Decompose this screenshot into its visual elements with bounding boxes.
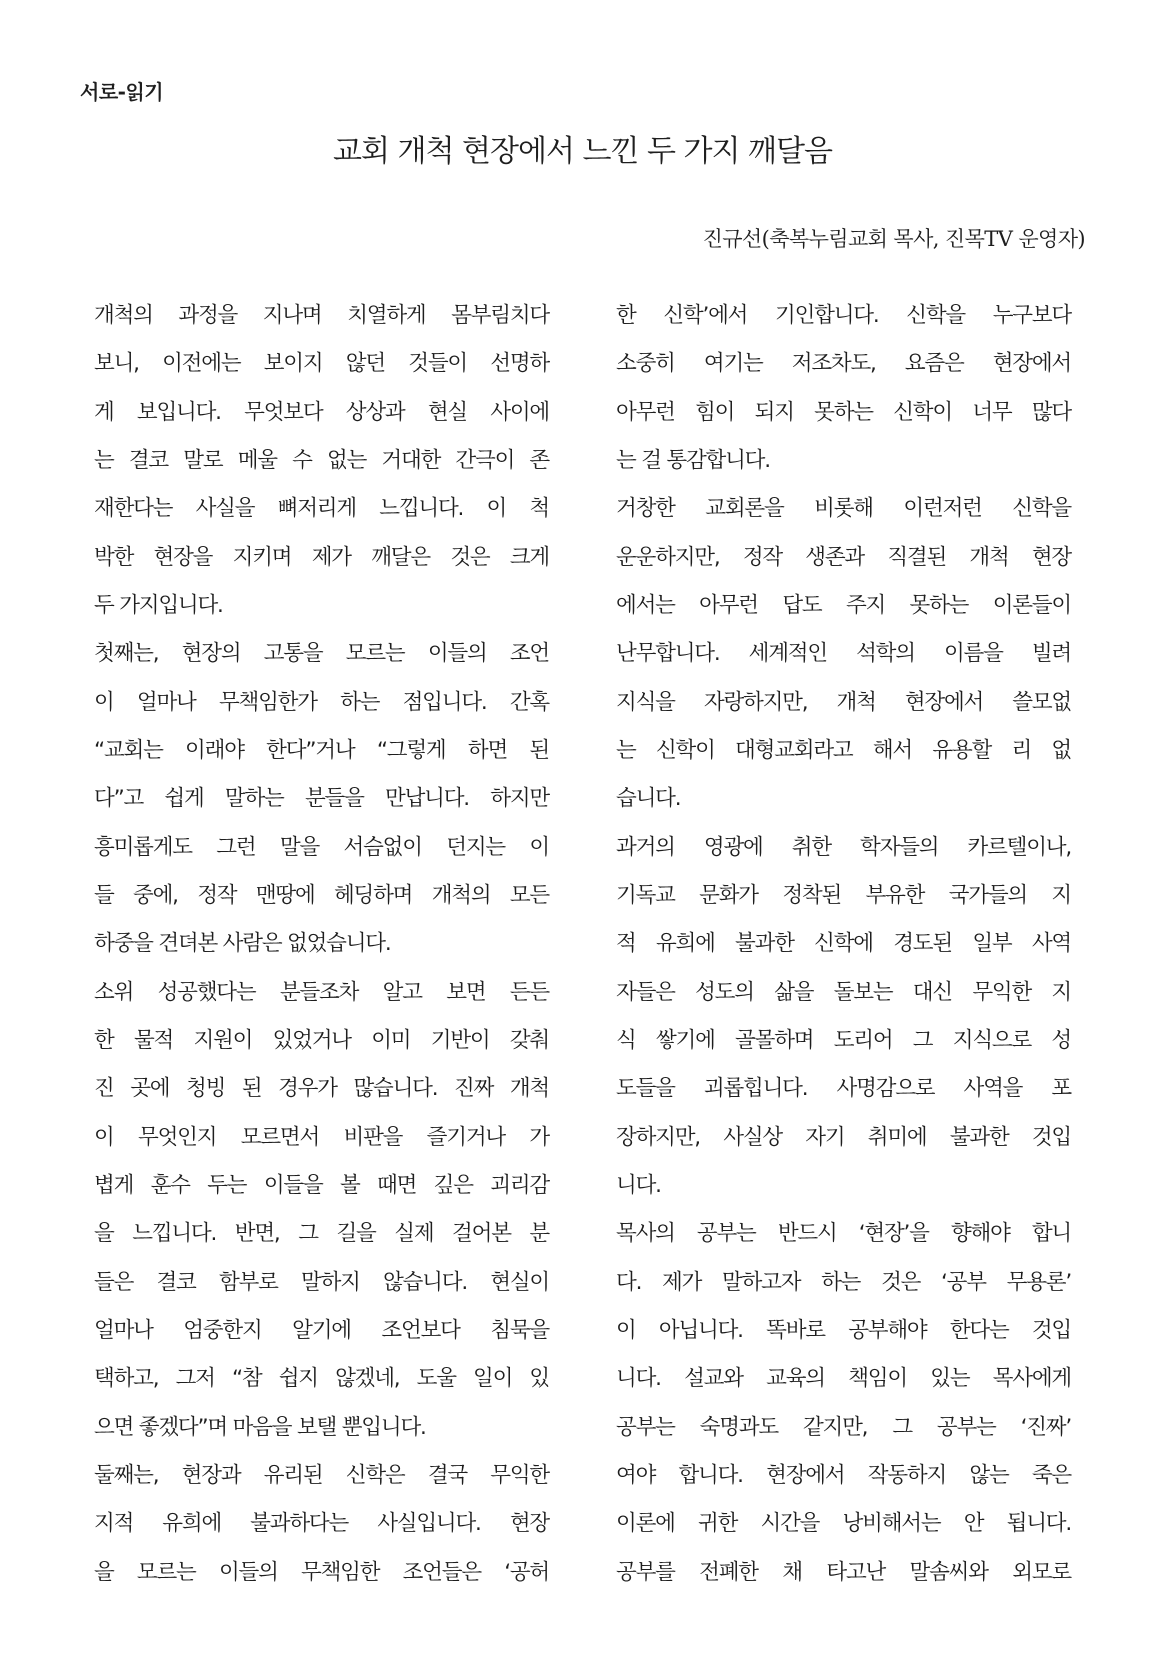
- text-line: 을 모르는 이들의 무책임한 조언들은 ‘공허: [94, 1559, 549, 1585]
- text-line: 습니다.: [616, 786, 681, 812]
- text-line: 소위 성공했다는 분들조차 알고 보면 든든: [94, 979, 549, 1005]
- text-line: 다. 제가 말하고자 하는 것은 ‘공부 무용론’: [616, 1269, 1071, 1295]
- text-line: 이 무엇인지 모르면서 비판을 즐기거나 가: [94, 1124, 549, 1150]
- text-line: 을 느낍니다. 반면, 그 길을 실제 걸어본 분: [94, 1221, 549, 1247]
- text-line: 흥미롭게도 그런 말을 서슴없이 던지는 이: [94, 834, 549, 860]
- text-line: 에서는 아무런 답도 주지 못하는 이론들이: [616, 592, 1071, 618]
- text-line: 소중히 여기는 저조차도, 요즘은 현장에서: [616, 351, 1071, 377]
- text-line: 자들은 성도의 삶을 돌보는 대신 무익한 지: [616, 979, 1071, 1005]
- text-line: 공부는 숙명과도 같지만, 그 공부는 ‘진짜’: [616, 1414, 1071, 1440]
- text-line: 아무런 힘이 되지 못하는 신학이 너무 많다: [616, 399, 1071, 425]
- text-line: 첫째는, 현장의 고통을 모르는 이들의 조언: [94, 641, 549, 667]
- text-line: 지적 유희에 불과하다는 사실입니다. 현장: [94, 1511, 549, 1537]
- body-column-left: [94, 292, 549, 1597]
- article-title: 교회 개척 현장에서 느낀 두 가지 깨달음: [333, 134, 832, 169]
- text-line: 개척의 과정을 지나며 치열하게 몸부림치다: [94, 303, 549, 328]
- text-line: 지식을 자랑하지만, 개척 현장에서 쓸모없: [616, 689, 1071, 715]
- text-line: 이 얼마나 무책임한가 하는 점입니다. 간혹: [94, 689, 549, 715]
- text-line: 볍게 훈수 두는 이들을 볼 때면 깊은 괴리감: [94, 1172, 549, 1198]
- text-line: 식 쌓기에 골몰하며 도리어 그 지식으로 성: [616, 1027, 1071, 1053]
- text-line: 운운하지만, 정작 생존과 직결된 개척 현장: [616, 544, 1071, 570]
- text-line: 목사의 공부는 반드시 ‘현장’을 향해야 합니: [616, 1221, 1071, 1247]
- text-line: 니다. 설교와 교육의 책임이 있는 목사에게: [616, 1366, 1071, 1392]
- text-line: 얼마나 엄중한지 알기에 조언보다 침묵을: [94, 1317, 549, 1343]
- text-line: 게 보입니다. 무엇보다 상상과 현실 사이에: [94, 399, 549, 425]
- text-line: 재한다는 사실을 뼈저리게 느낍니다. 이 척: [94, 496, 549, 522]
- text-line: 하중을 견뎌본 사람은 없었습니다.: [94, 931, 391, 957]
- text-line: 는 신학이 대형교회라고 해서 유용할 리 없: [616, 737, 1071, 763]
- text-line: 이론에 귀한 시간을 낭비해서는 안 됩니다.: [616, 1511, 1071, 1537]
- text-line: 적 유희에 불과한 신학에 경도된 일부 사역: [616, 931, 1071, 957]
- text-line: 진 곳에 청빙 된 경우가 많습니다. 진짜 개척: [94, 1076, 549, 1102]
- text-line: 들은 결코 함부로 말하지 않습니다. 현실이: [94, 1269, 549, 1295]
- text-line: 니다.: [616, 1172, 661, 1198]
- text-line: 두 가지입니다.: [94, 592, 223, 618]
- text-line: 여야 합니다. 현장에서 작동하지 않는 죽은: [616, 1462, 1071, 1488]
- text-line: 이 아닙니다. 똑바로 공부해야 한다는 것입: [616, 1317, 1071, 1343]
- text-line: 다”고 쉽게 말하는 분들을 만납니다. 하지만: [94, 786, 549, 812]
- text-line: 난무합니다. 세계적인 석학의 이름을 빌려: [616, 641, 1071, 667]
- text-line: 장하지만, 사실상 자기 취미에 불과한 것입: [616, 1124, 1071, 1150]
- text-line: 기독교 문화가 정착된 부유한 국가들의 지: [616, 882, 1071, 908]
- text-line: 둘째는, 현장과 유리된 신학은 결국 무익한: [94, 1462, 549, 1488]
- text-line: 택하고, 그저 “참 쉽지 않겠네, 도울 일이 있: [94, 1366, 549, 1392]
- text-line: 공부를 전폐한 채 타고난 말솜씨와 외모로: [616, 1559, 1071, 1585]
- section-label: 서로-읽기: [80, 80, 164, 104]
- body-column-right: [616, 292, 1071, 1597]
- text-line: “교회는 이래야 한다”거나 “그렇게 하면 된: [94, 737, 549, 763]
- text-line: 과거의 영광에 취한 학자들의 카르텔이나,: [616, 834, 1071, 860]
- text-line: 으면 좋겠다”며 마음을 보탤 뿐입니다.: [94, 1414, 426, 1440]
- text-line: 는 걸 통감합니다.: [616, 447, 770, 473]
- text-line: 도들을 괴롭힙니다. 사명감으로 사역을 포: [616, 1076, 1071, 1102]
- text-line: 거창한 교회론을 비롯해 이런저런 신학을: [616, 496, 1071, 522]
- author-byline: 진규선(축복누림교회 목사, 진목TV 운영자): [702, 227, 1085, 251]
- text-line: 보니, 이전에는 보이지 않던 것들이 선명하: [94, 351, 549, 377]
- text-line: 박한 현장을 지키며 제가 깨달은 것은 크게: [94, 544, 549, 570]
- text-line: 들 중에, 정작 맨땅에 헤딩하며 개척의 모든: [94, 882, 549, 908]
- text-line: 한 신학’에서 기인합니다. 신학을 누구보다: [616, 303, 1071, 328]
- text-line: 는 결코 말로 메울 수 없는 거대한 간극이 존: [94, 447, 549, 473]
- text-line: 한 물적 지원이 있었거나 이미 기반이 갖춰: [94, 1027, 549, 1053]
